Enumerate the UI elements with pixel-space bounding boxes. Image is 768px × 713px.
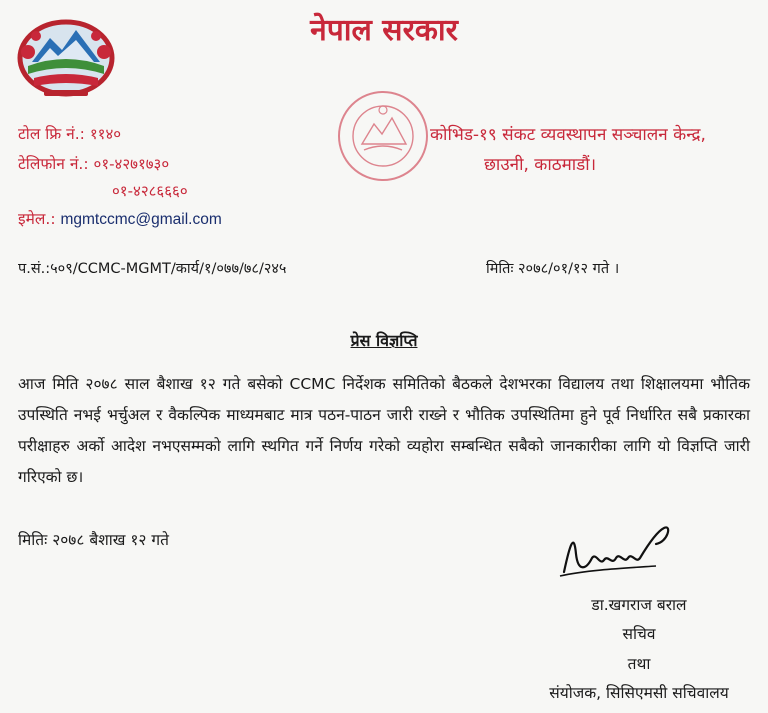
center-location-line: छाउनी, काठमाडौं। bbox=[484, 155, 597, 175]
ccmc-seal-icon bbox=[334, 84, 432, 192]
center-name-line: कोभिड-१९ संकट व्यवस्थापन सञ्चालन केन्द्र, bbox=[430, 125, 706, 145]
signatory-name: डा.खगराज बराल bbox=[591, 596, 687, 614]
phone-value-2: ०१-४२८६६६० bbox=[112, 182, 188, 200]
toll-free-value: ११४० bbox=[89, 125, 122, 143]
signatory-title-secretary: सचिव bbox=[622, 625, 656, 643]
toll-free-line bbox=[18, 122, 121, 144]
notice-body: आज मिति २०७८ साल बैशाख १२ गते बसेको CCMC निर्देशक समितिको बैठकले देशभरका विद्यालय तथा शिक्षालयमा भौतिक उपस्थिति नभई भर्चुअल र वैकल्पिक माध्यमबाट मात्र पठन-पाठन जारी राख्ने र भौतिक उपस्थितिमा हुने पूर्व निर्धारित सबै प्रकारका परीक्षाहरु अर्को आदेश नभएसम्मको लागि स्थगित गर्ने निर्णय गरेको व्यहोरा सम्बन्धित सबैको जानकारीका लागि यो विज्ञप्ति जारी गरिएको छ। bbox=[18, 375, 750, 486]
notice-date: मितिः २०७८ बैशाख १२ गते bbox=[18, 531, 169, 549]
signatory-title-and: तथा bbox=[627, 655, 651, 673]
reference-number: प.सं.:५०९/CCMC-MGMT/कार्य/१/०७७/७८/२४५ bbox=[18, 261, 287, 277]
phone-line-2 bbox=[112, 181, 188, 201]
center-address bbox=[430, 120, 706, 180]
signatory-title-coordinator: संयोजक, सिसिएमसी सचिवालय bbox=[549, 684, 729, 702]
notice-heading: प्रेस विज्ञप्ति bbox=[350, 331, 418, 350]
government-title: नेपाल सरकार bbox=[310, 13, 458, 48]
signature-icon bbox=[556, 514, 678, 584]
reference-date: मितिः २०७८/०१/१२ गते । bbox=[486, 261, 620, 277]
phone-label: टेलिफोन नं.: bbox=[18, 155, 89, 173]
toll-free-label: टोल फ्रि नं.: bbox=[18, 125, 85, 143]
phone-value-1: ०१-४२७१७३० bbox=[93, 155, 170, 173]
email-value: mgmtccmc@gmail.com bbox=[60, 211, 222, 228]
phone-line bbox=[18, 152, 169, 174]
email-line bbox=[18, 207, 222, 229]
email-label: इमेल.: bbox=[18, 210, 56, 228]
